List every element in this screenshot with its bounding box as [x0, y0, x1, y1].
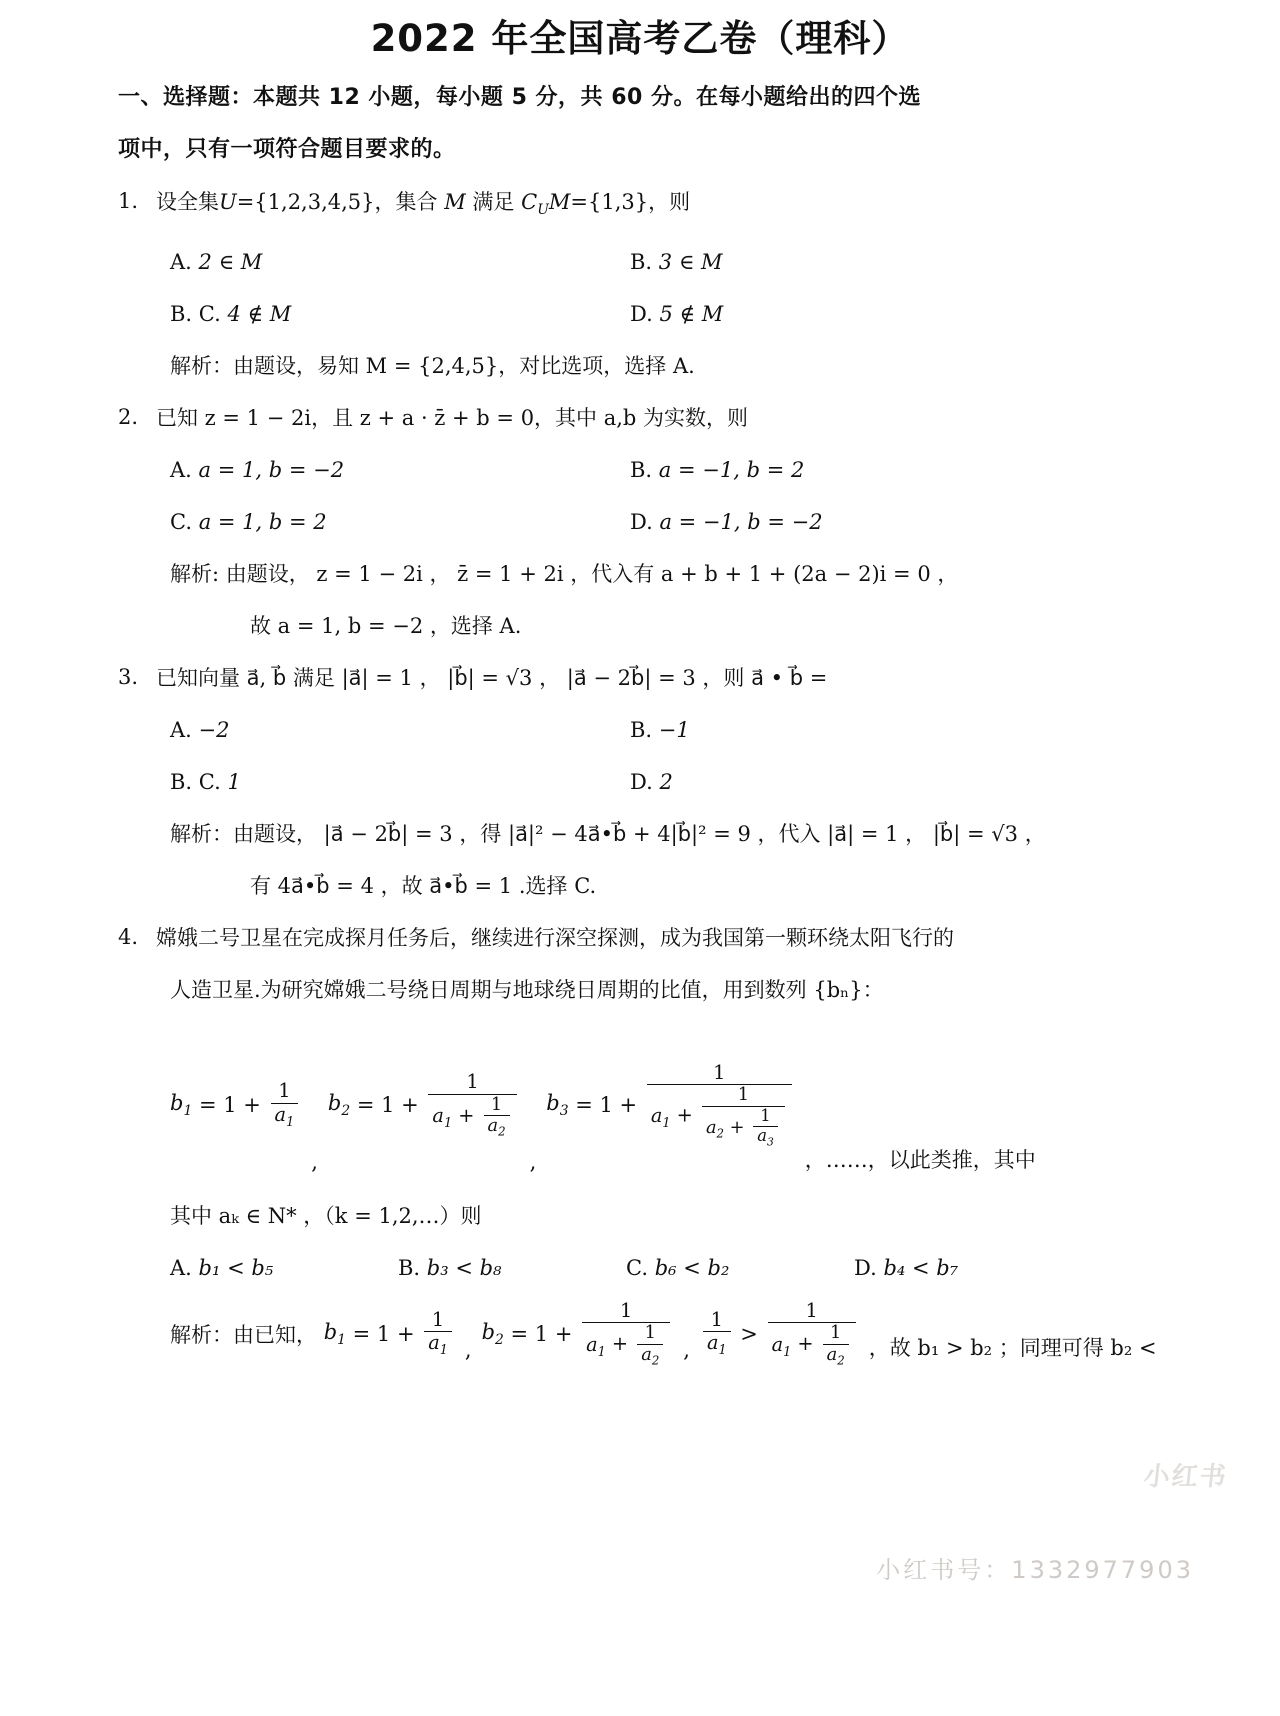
question-4-stem-line-2: 人造卫星.为研究嫦娥二号绕日周期与地球绕日周期的比值，用到数列 {bₙ}：: [170, 978, 884, 1003]
option-1-B[interactable]: [630, 236, 1090, 288]
question-3-options-row-1: [170, 704, 1220, 756]
option-4-A[interactable]: [170, 1242, 398, 1294]
question-4-solution-prefix: 解析：由已知，: [170, 1323, 317, 1348]
question-2: [0, 392, 1280, 652]
q1-stem-text-4: ={1,3}，则: [570, 190, 691, 214]
option-4-D[interactable]: [854, 1242, 1082, 1294]
option-2-A[interactable]: [170, 444, 630, 496]
option-4-C[interactable]: [626, 1242, 854, 1294]
question-3-solution-line-2: 有 4a⃗•b⃗ = 4 ，故 a⃗•b⃗ = 1 .选择 C.: [250, 874, 597, 899]
option-2-D[interactable]: [630, 496, 1090, 548]
question-4-stem-line-1: 嫦娥二号卫星在完成探月任务后，继续进行深空探测，成为我国第一颗环绕太阳飞行的: [156, 926, 954, 951]
option-2-C-label: C.: [170, 510, 192, 535]
cf-b3: $b_3$ = 1 + 1 $a_1$ + 1 $a_2$ + $\frac{1}{a_3}$: [546, 1062, 795, 1148]
question-4-stem-row-1: [118, 912, 1220, 964]
question-2-number: 2.: [118, 405, 139, 430]
option-4-B[interactable]: [398, 1242, 626, 1294]
question-2-stem: 已知 z = 1 − 2i，且 z + a · z̄ + b = 0，其中 a,b 为实数，则: [156, 406, 749, 431]
question-1-stem-row: [118, 176, 1220, 236]
option-1-C-text: 4 ∉ M: [227, 302, 292, 327]
question-3-stem-row: [118, 652, 1220, 704]
cf-separator-1: ,: [311, 1150, 318, 1175]
option-4-B-label: B.: [398, 1256, 421, 1281]
q1-complement-c: C: [521, 190, 538, 214]
question-4-options-row: [170, 1242, 1220, 1294]
option-2-C[interactable]: [170, 496, 630, 548]
question-1-number: 1.: [118, 189, 139, 213]
q1-var-u: U: [219, 190, 237, 214]
option-2-D-text: a = −1, b = −2: [659, 510, 823, 535]
option-3-A-label: A.: [170, 718, 192, 743]
cf-b1: $b_1$ = 1 + $\frac{1}{a_1}$: [170, 1080, 301, 1130]
cf-b2: $b_2$ = 1 + 1 $a_1$ + $\frac{1}{a_2}$: [328, 1071, 520, 1139]
option-3-D-text: 2: [659, 770, 673, 795]
option-3-B-text: −1: [658, 718, 690, 743]
option-3-B[interactable]: [630, 704, 1090, 756]
question-2-stem-row: [118, 392, 1220, 444]
option-2-B-text: a = −1, b = 2: [658, 458, 805, 483]
question-4-solution-suffix: ，故 b₁ > b₂ ；同理可得 b₂ <: [868, 1335, 1157, 1360]
option-3-C-text: 1: [227, 770, 241, 795]
question-4-continued-fraction-display: [170, 1030, 1220, 1180]
q1-complement-m: M: [548, 190, 571, 214]
option-2-A-label: A.: [170, 458, 192, 483]
option-1-C[interactable]: [170, 288, 630, 340]
option-1-A-label: A.: [170, 250, 192, 275]
question-3-stem: 已知向量 a⃗, b⃗ 满足 |a⃗| = 1 ， |b⃗| = √3 ， |a⃗ − 2b⃗| = 3 ，则 a⃗ • b⃗ =: [156, 666, 828, 691]
option-1-C-label: B. C.: [170, 302, 221, 327]
question-4-number: 4.: [118, 925, 139, 950]
option-3-C-label: B. C.: [170, 770, 221, 795]
option-2-B-label: B.: [630, 458, 653, 483]
question-2-options-row-2: [170, 496, 1220, 548]
option-2-D-label: D.: [630, 510, 653, 535]
q1-stem-text-2: ={1,2,3,4,5}，集合: [236, 190, 438, 214]
option-1-D-label: D.: [630, 302, 653, 327]
q1-var-m: M: [444, 190, 466, 214]
sol-cf-compare: $\frac{1}{a_1}$ > 1 $a_1$ + $\frac{1}{a_2}$: [700, 1300, 859, 1368]
cf-caption: ，……，以此类推，其中: [804, 1148, 1036, 1173]
section-heading-line-2: 项中，只有一项符合题目要求的。: [118, 137, 456, 162]
sol-cf-separator-1: ,: [464, 1337, 472, 1362]
exam-paper-page: [0, 8, 1280, 1716]
question-4: [0, 912, 1280, 1368]
option-2-B[interactable]: [630, 444, 1090, 496]
option-3-D[interactable]: [630, 756, 1090, 808]
option-1-D-text: 5 ∉ M: [659, 302, 724, 327]
question-2-solution-line-2: 故 a = 1, b = −2 ，选择 A.: [250, 614, 522, 639]
sol-cf-b2: $b_2$ = 1 + 1 $a_1$ + $\frac{1}{a_2}$: [482, 1300, 674, 1368]
question-1-stem: [156, 176, 1220, 236]
question-2-options-row-1: [170, 444, 1220, 496]
option-3-A-text: −2: [198, 718, 230, 743]
option-2-A-text: a = 1, b = −2: [198, 458, 345, 483]
option-4-C-label: C.: [626, 1256, 648, 1281]
option-4-C-text: b₆ < b₂: [654, 1256, 730, 1281]
q1-complement-subscript: U: [537, 202, 549, 219]
option-1-A-text: 2 ∈ M: [198, 250, 263, 275]
cf-separator-2: ,: [529, 1150, 537, 1175]
option-3-D-label: D.: [630, 770, 653, 795]
option-1-B-text: 3 ∈ M: [658, 250, 723, 275]
option-3-A[interactable]: [170, 704, 630, 756]
question-1: [0, 176, 1280, 392]
xiaohongshu-logo-watermark: 小红书: [1142, 1462, 1230, 1492]
xiaohongshu-id-watermark: 小红书号：1332977903: [876, 1556, 1194, 1584]
question-1-solution: 解析：由题设，易知 M = {2,4,5}，对比选项，选择 A.: [170, 354, 695, 379]
q1-stem-text-3: 满足: [472, 190, 515, 214]
option-1-A[interactable]: [170, 236, 630, 288]
question-1-options-row-1: [170, 236, 1220, 288]
option-4-A-text: b₁ < b₅: [198, 1256, 274, 1281]
question-1-options-row-2: [170, 288, 1220, 340]
option-1-D[interactable]: [630, 288, 1090, 340]
sol-cf-b1: $b_1$ = 1 + $\frac{1}{a_1}$: [317, 1309, 455, 1359]
option-4-D-label: D.: [854, 1256, 877, 1281]
option-4-D-text: b₄ < b₇: [883, 1256, 959, 1281]
q1-stem-text-1: 设全集: [156, 190, 219, 214]
question-3-number: 3.: [118, 665, 139, 690]
option-1-B-label: B.: [630, 250, 653, 275]
sol-cf-separator-2: ,: [683, 1337, 690, 1362]
option-4-A-label: A.: [170, 1256, 192, 1281]
question-4-solution-row: [170, 1300, 1230, 1368]
question-4-stem-line-3: 其中 aₖ ∈ N* ，（k = 1,2,…）则: [170, 1204, 482, 1229]
question-3-solution-line-1: 解析：由题设， |a⃗ − 2b⃗| = 3 ，得 |a⃗|² − 4a⃗•b⃗ + 4|b⃗|² = 9 ，代入 |a⃗| = 1 ， |b⃗| = √3 ，: [170, 822, 1046, 847]
question-3: [0, 652, 1280, 912]
option-3-B-label: B.: [630, 718, 653, 743]
option-2-C-text: a = 1, b = 2: [198, 510, 327, 535]
question-3-options-row-2: [170, 756, 1220, 808]
page-title: 2022 年全国高考乙卷（理科）: [370, 17, 910, 60]
option-4-B-text: b₃ < b₈: [426, 1256, 502, 1281]
option-3-C[interactable]: [170, 756, 630, 808]
section-heading-line-1: 一、选择题：本题共 12 小题，每小题 5 分，共 60 分。在每小题给出的四个选: [118, 85, 921, 110]
question-2-solution-line-1: 解析: 由题设， z = 1 − 2i ， z̄ = 1 + 2i ，代入有 a + b + 1 + (2a − 2)i = 0 ，: [170, 562, 959, 587]
